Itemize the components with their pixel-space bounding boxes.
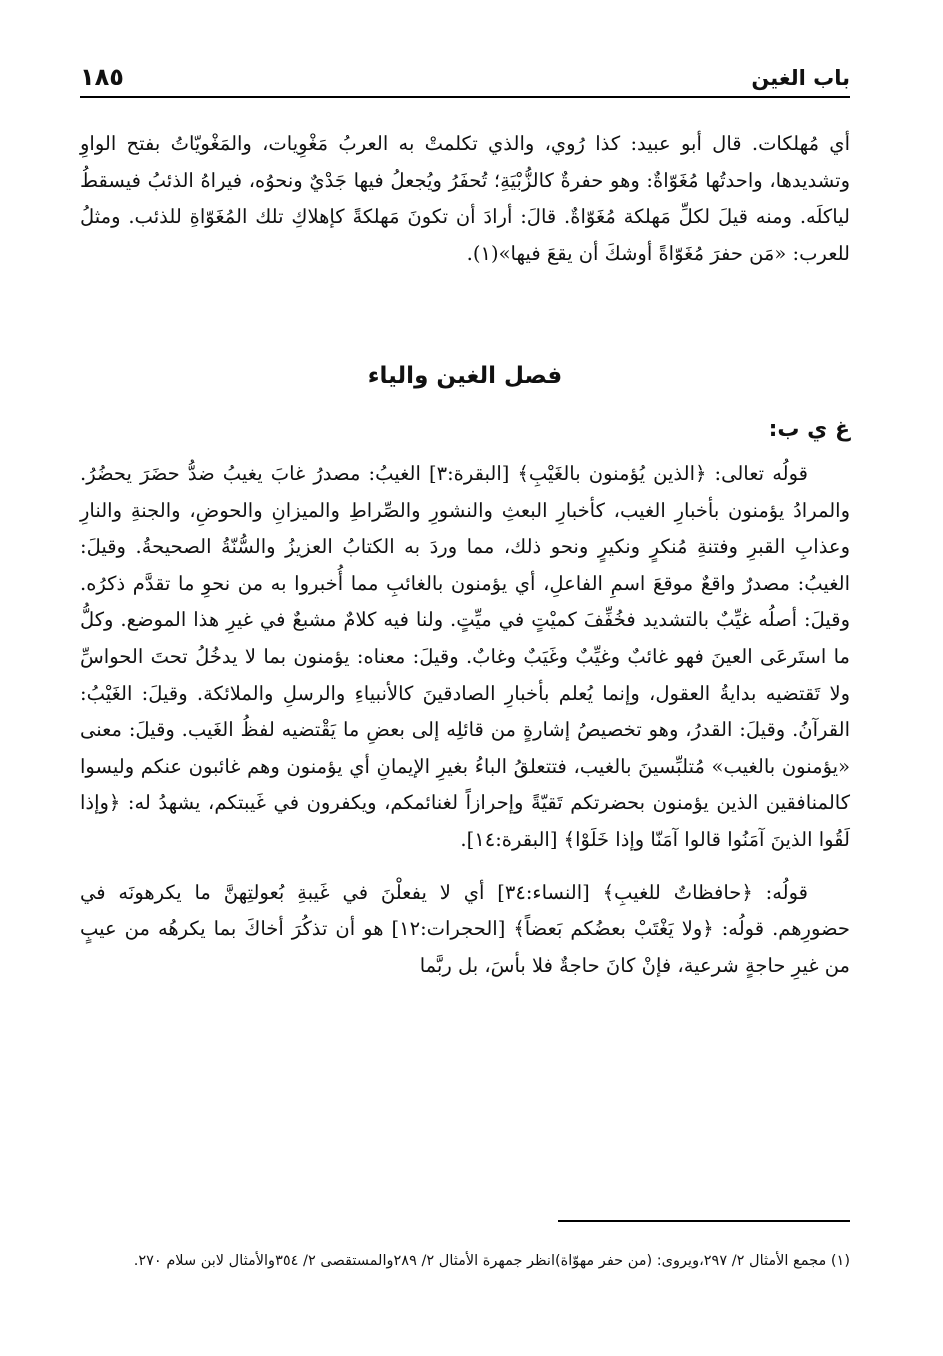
intro-paragraph: أي مُهلكات. قال أبو عبيد: كذا رُوي، والذي تكلمتْ به العربُ مَغْوِيات، والمَغْويّاتُ بفتح الواوِ وتشديدها، واحدتُها مُغَوّاةٌ: وهو حفرةٌ كالزُّبْيَةِ؛ تُحفَرُ ويُجعلُ فيها جَدْيٌ ونحوُه، فيراهُ الذئبُ فيسقطُ لياكلَه. ومنه قيلَ لكلِّ مَهلكة مُغَوّاةٌ. قالَ: أرادَ أن تكونَ مَهلكةً كإهلاكِ تلك المُغَوّاةِ للذئب. ومثلُ للعرب: «مَن حفرَ مُغَوّاةً أوشكَ أن يقعَ فيها»(١). (80, 132, 850, 265)
book-page (80, 56, 850, 1316)
paragraph-gap (80, 859, 850, 875)
root-heading: غ ي ب: (768, 417, 850, 442)
entry-paragraph-1: قولُه تعالى: ﴿الذين يُؤمنون بالغَيْبِ﴾ [البقرة:٣] الغيبُ: مصدرُ غابَ يغيبُ ضدُّ حضَرَ يحضُرُ. والمرادُ يؤمنون بأخبارِ الغيب، كأخبارِ البعثِ والنشورِ والصِّراطِ والميزانِ والحوضِ، والجنةِ والنارِ وعذابِ القبرِ وفتنةِ مُنكرٍ ونكيرٍ ونحو ذلك، مما وردَ به الكتابُ العزيزُ والسُّنّةُ الصحيحةُ. وقيلَ: الغيبُ: مصدرٌ واقعٌ موقعَ اسمِ الفاعلِ، أي يؤمنون بالغائبِ مما أُخبروا به من نحوِ ما تقدَّم ذكرُه. وقيلَ: أصلُه غيِّبٌ بالتشديد فخُفِّفَ كميْتٍ في ميِّتٍ. ولنا فيه كلامٌ مشبعٌ في غيرِ هذا الموضع. وكلُّ ما استَرعَى العينَ فهو غائبٌ وغيِّبٌ وغَيَبٌ وغابٌ. وقيلَ: معناه: يؤمنون بما لا يدخُلُ تحتَ الحواسِّ ولا تَقتضيه بدايةُ العقول، وإنما يُعلم بأخبارِ الصادقينَ كالأنبياءِ والرسلِ والملائكة. وقيلَ: الغَيْبُ: القرآنُ. وقيلَ: القدرُ، وهو تخصيصُ إشارةٍ من قائلِه إلى بعضِ ما يَقْتضيه لفظُ الغَيب. وقيلَ: معنى «يؤمنون بالغيب» مُتلبِّسينَ بالغيب، فتتعلقُ الباءُ بغيرِ الإيمانِ أي يؤمنون وهم غائبون عنكم وليسوا كالمنافقين الذين يؤمنون بحضرتكم تَقيّةً وإحرازاً لغنائمكم، ويكفرون في غَيبتكم، يشهدُ له: ﴿وإذا لَقُوا الذينَ آمَنُوا قالوا آمَنّا وإذا خَلَوْا﴾ [البقرة:١٤]. (80, 462, 850, 851)
footnote-divider (558, 1220, 850, 1222)
entry-paragraph-2: قولُه: ﴿حافظاتٌ للغيبِ﴾ [النساء:٣٤] أي لا يفعلْنَ في غَيبةِ بُعولتِهنَّ ما يكرهونَه في حضورِهم. قولُه: ﴿ولا يَغْتَبْ بعضُكم بَعضاً﴾ [الحجرات:١٢] هو أن تذكُرَ أخاكَ بما يكرهُه من عيبٍ من غيرِ حاجةٍ شرعية، فإنْ كانَ حاجةٌ فلا بأسَ، بل ربَّما (80, 880, 850, 977)
page-number: ١٨٥ (80, 63, 124, 91)
chapter-title: باب الغين (751, 66, 850, 90)
footnote: (١) مجمع الأمثال ٢/ ٢٩٧،ويروى: (من حفر مهوّاة)انظر جمهرة الأمثال ٢/ ٢٨٩والمستقصى ٢/ ٣٥٤والأمثال لابن سلام ٢٧٠. (133, 1252, 850, 1269)
running-header (80, 56, 850, 98)
section-heading: فصل الغين والياء (367, 363, 563, 389)
main-text (80, 126, 850, 984)
